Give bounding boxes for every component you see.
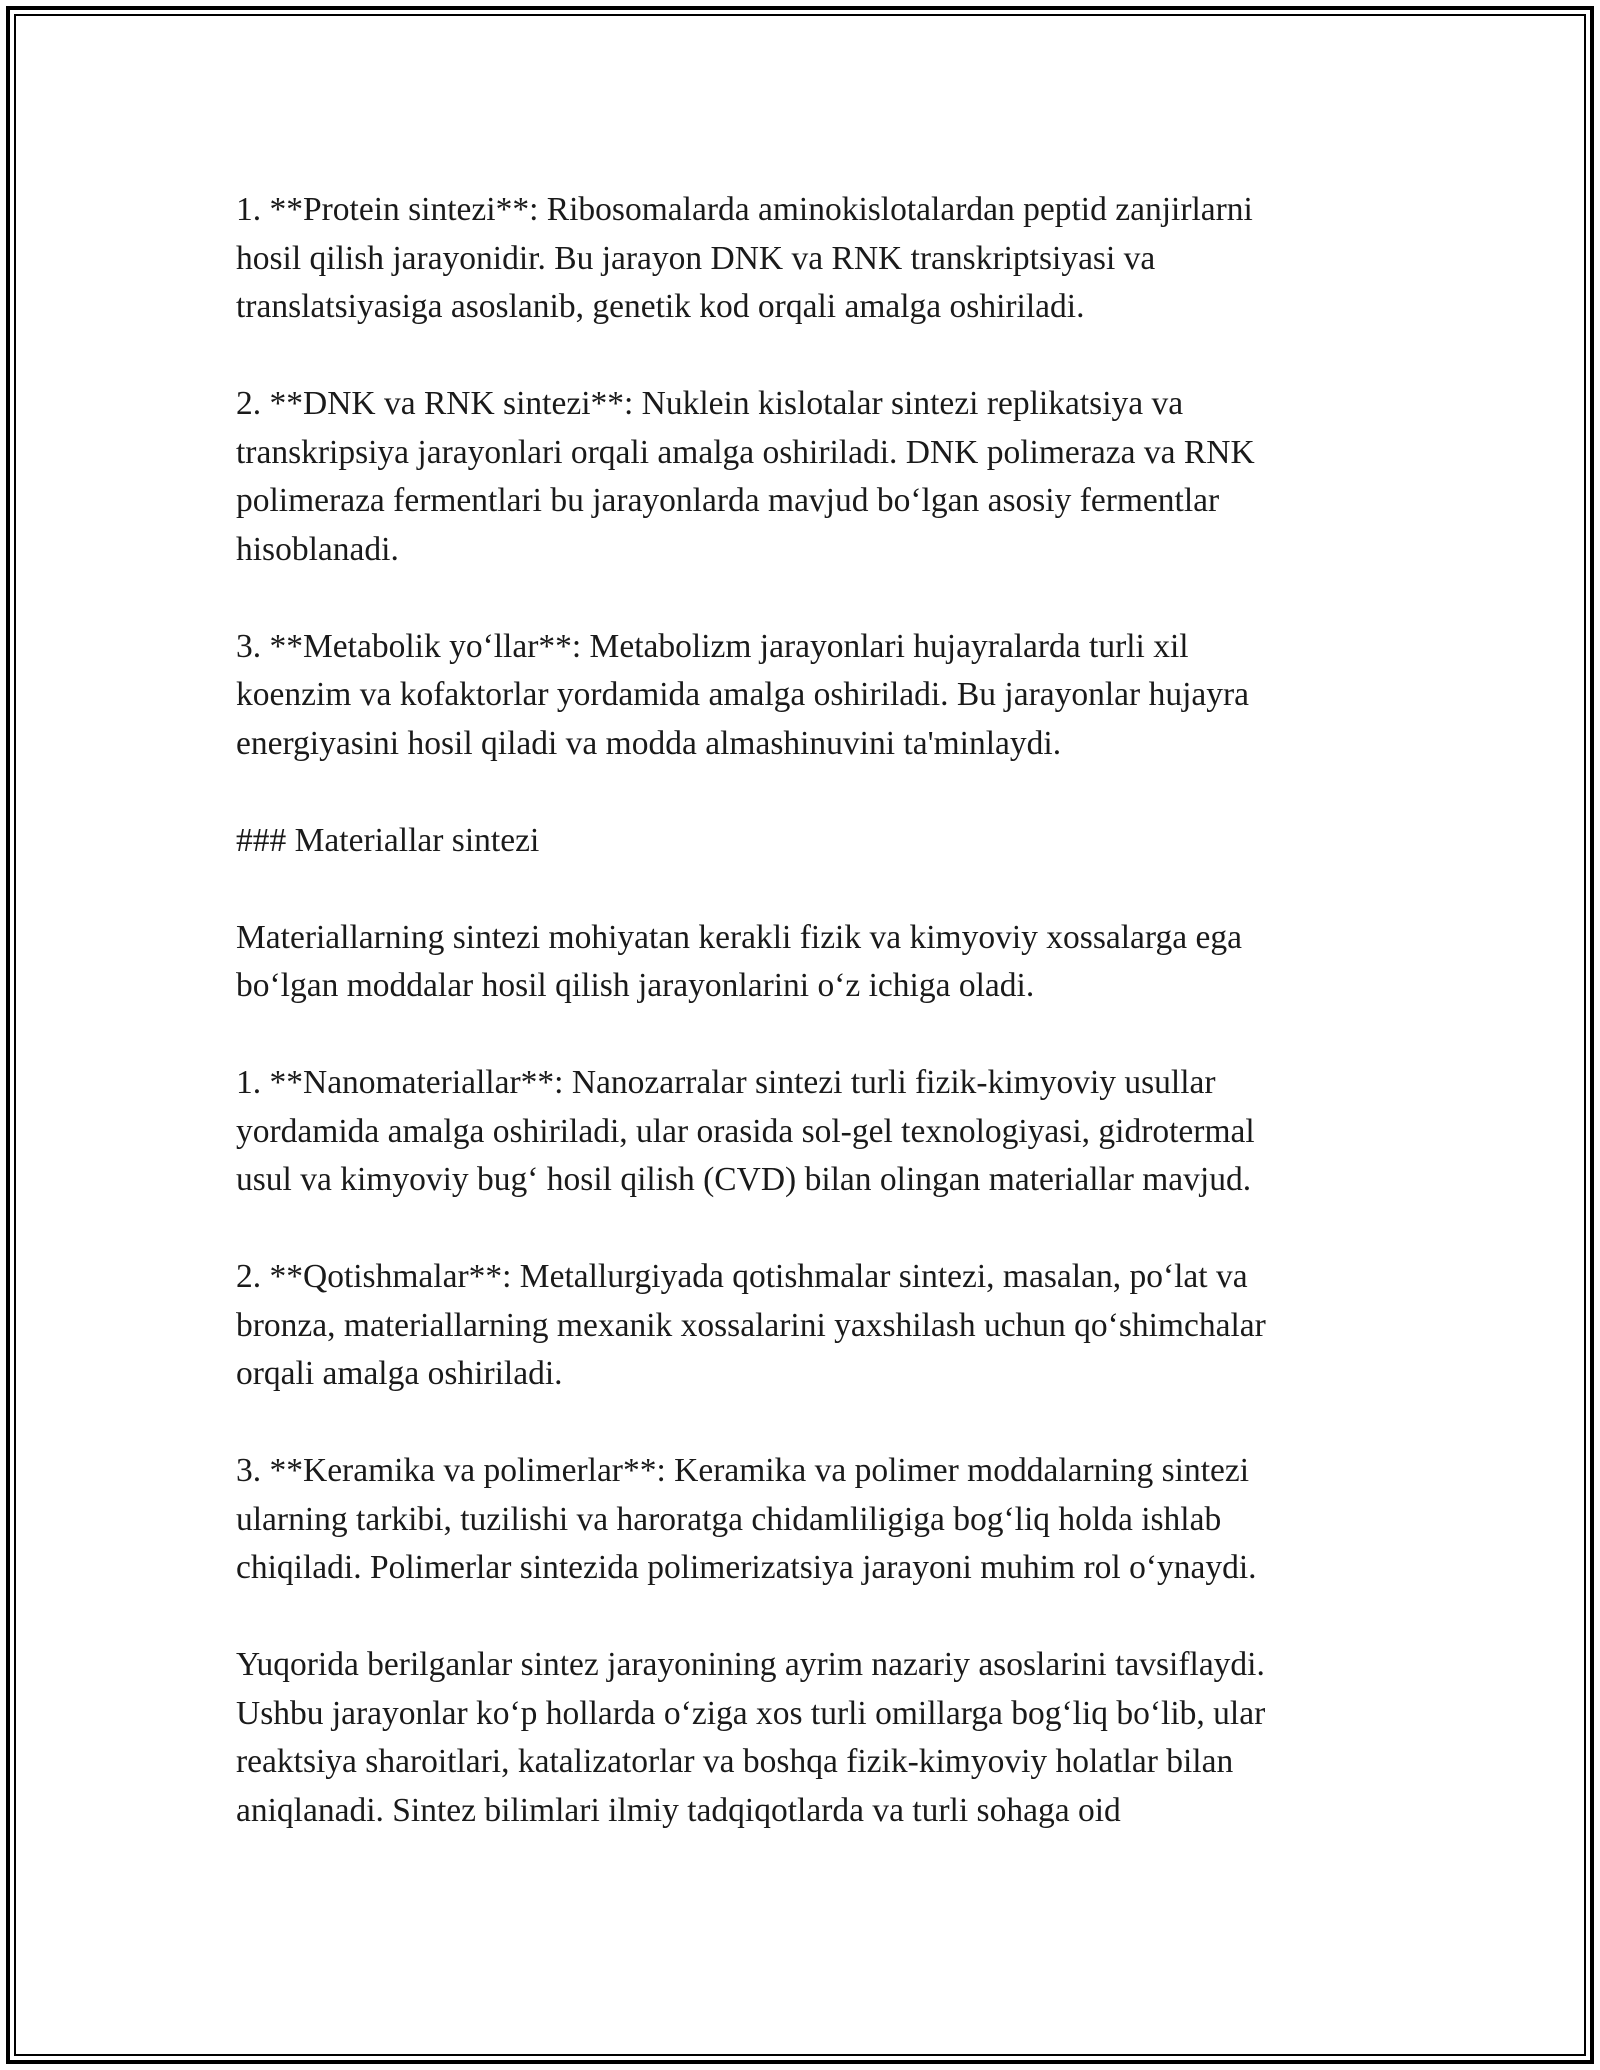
document-body	[236, 186, 1376, 1835]
paragraph-metabolik-yollar: 3. **Metabolik yo‘llar**: Metabolizm jarayonlari hujayralarda turli xil koenzim va kofaktorlar yordamida amalga oshiriladi. Bu jarayonlar hujayra energiyasini hosil qiladi va modda almashinuvini ta'minlaydi.	[236, 627, 1250, 762]
paragraph-qotishmalar: 2. **Qotishmalar**: Metallurgiyada qotishmalar sintezi, masalan, po‘lat va bronza, materiallarning mexanik xossalarini yaxshilash uchun qo‘shimchalar orqali amalga oshiriladi.	[236, 1258, 1266, 1392]
paragraph-dnk-rnk-sintezi: 2. **DNK va RNK sintezi**: Nuklein kislotalar sintezi replikatsiya va transkripsiya jarayonlari orqali amalga oshiriladi. DNK polimeraza va RNK polimeraza fermentlari bu jarayonlarda mavjud bo‘lgan asosiy fermentlar hisoblanadi.	[236, 385, 1255, 568]
paragraph-nanomateriallar: 1. **Nanomateriallar**: Nanozarralar sintezi turli fizik-kimyoviy usullar yordamida amalga oshiriladi, ular orasida sol-gel texnologiyasi, gidrotermal usul va kimyoviy bug‘ hosil qilish (CVD) bilan olingan materiallar mavjud.	[236, 1064, 1255, 1198]
paragraph-conclusion: Yuqorida berilganlar sintez jarayonining ayrim nazariy asoslarini tavsiflaydi. Ushbu jarayonlar ko‘p hollarda o‘ziga xos turli omillarga bog‘liq bo‘lib, ular reaktsiya sharoitlari, katalizatorlar va boshqa fizik-kimyoviy holatlar bilan aniqlanadi. Sintez bilimlari ilmiy tadqiqotlarda va turli sohaga oid	[236, 1646, 1266, 1829]
paragraph-protein-sintezi: 1. **Protein sintezi**: Ribosomalarda aminokislotalardan peptid zanjirlarni hosil qilish jarayonidir. Bu jarayon DNK va RNK transkriptsiyasi va translatsiyasiga asoslanib, genetik kod orqali amalga oshiriladi.	[236, 191, 1253, 325]
paragraph-keramika-polimerlar: 3. **Keramika va polimerlar**: Keramika va polimer moddalarning sintezi ularning tarkibi, tuzilishi va haroratga chidamliligiga bog‘liq holda ishlab chiqiladi. Polimerlar sintezida polimerizatsiya jarayoni muhim rol o‘ynaydi.	[236, 1452, 1257, 1586]
paragraph-materiallar-intro: Materiallarning sintezi mohiyatan kerakli fizik va kimyoviy xossalarga ega bo‘lgan moddalar hosil qilish jarayonlarini o‘z ichiga oladi.	[236, 918, 1242, 1004]
section-heading-materiallar-sintezi: ### Materiallar sintezi	[236, 821, 540, 859]
